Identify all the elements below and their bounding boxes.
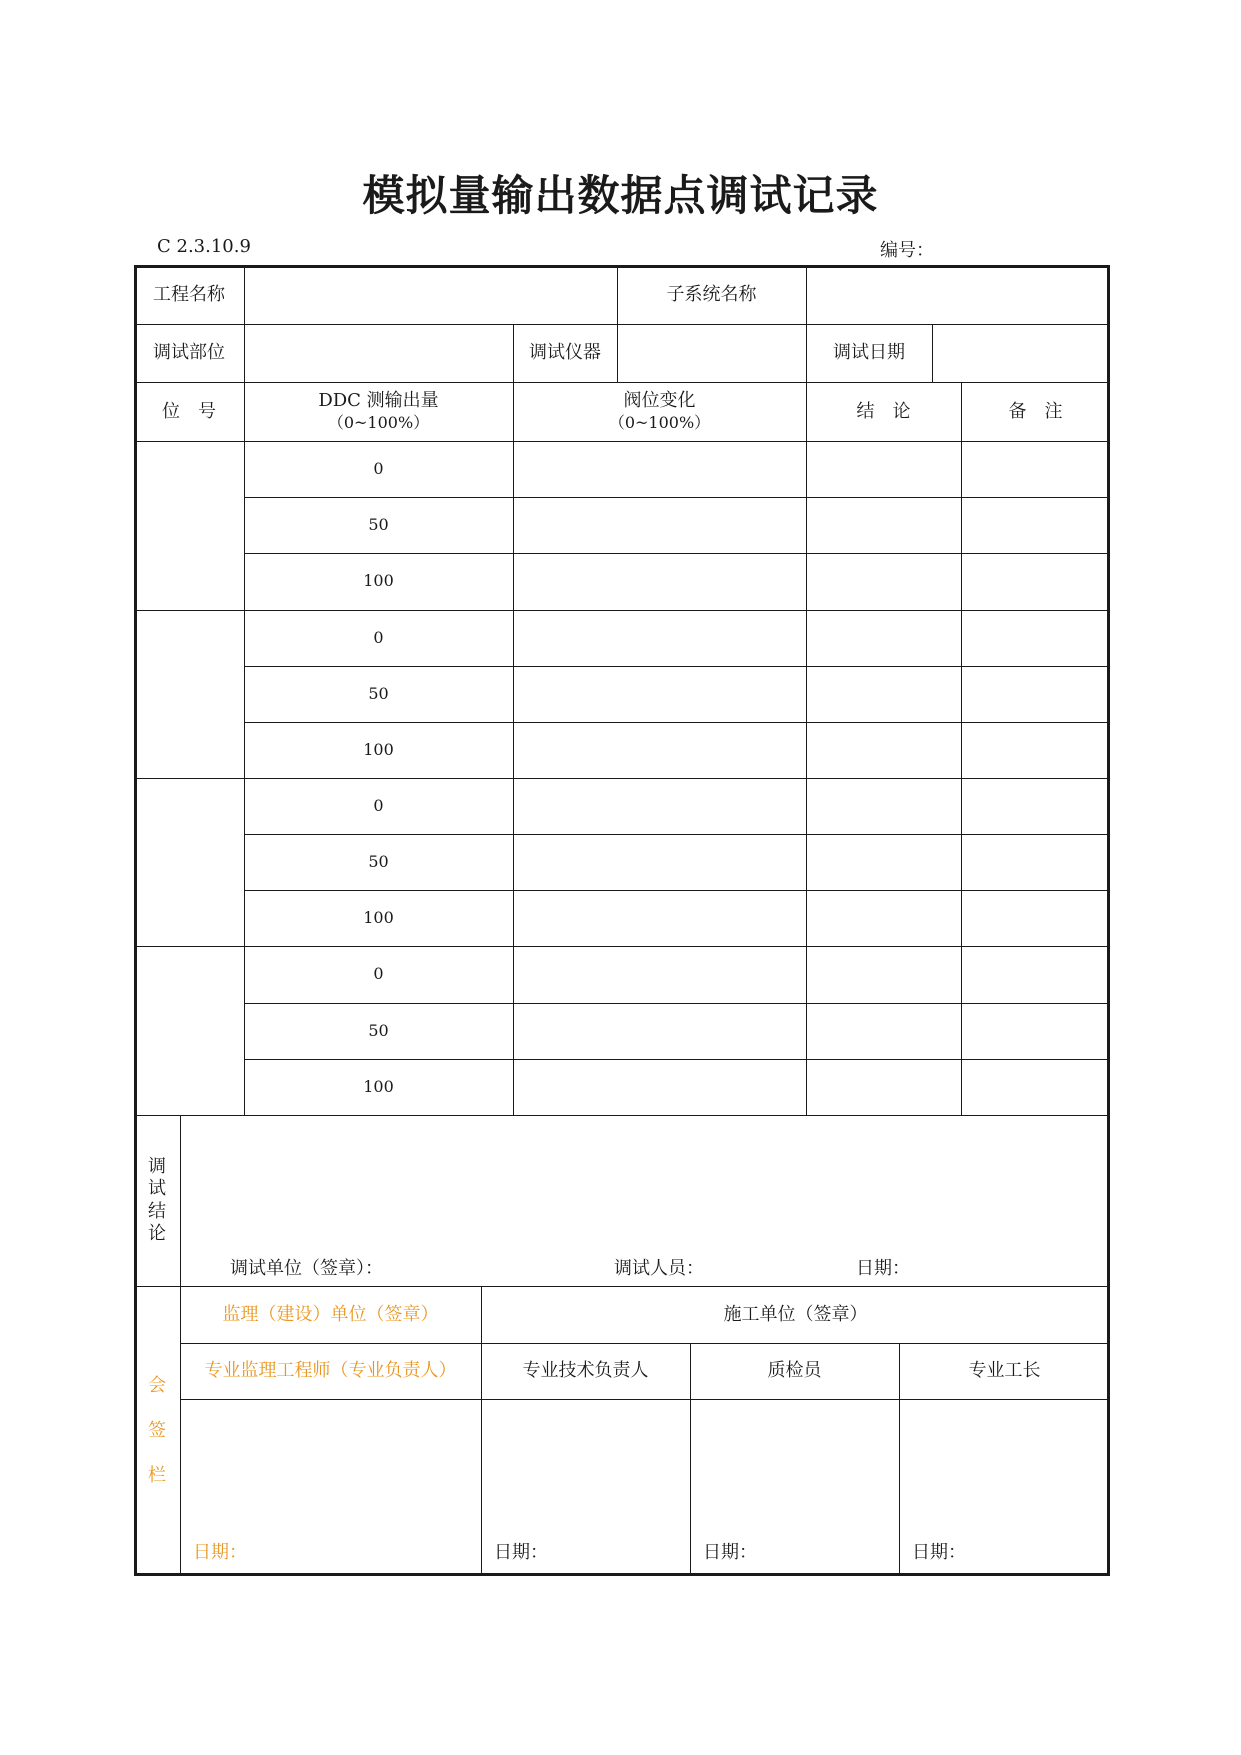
test-date-sign-label: 日期： <box>856 1258 910 1279</box>
supervision-engineer-label: 专业监理工程师（专业负责人） <box>204 1360 457 1382</box>
foreman-date-label: 日期： <box>912 1542 966 1563</box>
test-position-label: 调试部位 <box>153 342 225 364</box>
ddc-output-range: （0~100%） <box>327 412 430 432</box>
test-conclusion-label-text: 调 试 结 论 <box>148 1155 166 1244</box>
valve-change-header <box>513 382 806 441</box>
ddc-value-cell: 50 <box>368 683 389 703</box>
col-divider <box>617 324 618 382</box>
remark-header: 备 注 <box>1008 400 1063 422</box>
construction-unit-label: 施工单位（签章） <box>723 1303 868 1325</box>
row-divider <box>134 1115 1110 1116</box>
countersign-label <box>134 1286 180 1576</box>
test-instrument-label: 调试仪器 <box>529 342 601 364</box>
ddc-value-cell: 100 <box>363 739 394 759</box>
col-divider <box>806 382 807 1115</box>
ddc-value-cell: 0 <box>373 627 384 647</box>
ddc-value-cell: 0 <box>373 795 384 815</box>
point-number-header: 位 号 <box>162 400 216 422</box>
page-title: 模拟量输出数据点调试记录 <box>362 171 879 220</box>
serial-number-label: 编号： <box>880 240 934 261</box>
test-date-label: 调试日期 <box>833 342 905 364</box>
col-divider <box>961 382 962 1115</box>
ddc-value-cell: 50 <box>368 851 389 871</box>
form-code: C 2.3.10.9 <box>157 236 251 257</box>
conclusion-header: 结 论 <box>856 400 911 422</box>
ddc-value-cell: 50 <box>368 514 389 534</box>
inspector-label: 质检员 <box>767 1360 822 1382</box>
ddc-value-cell: 100 <box>363 1076 394 1096</box>
project-name-label: 工程名称 <box>153 283 225 305</box>
row-divider <box>180 1399 1110 1400</box>
ddc-value-cell: 50 <box>368 1020 389 1040</box>
ddc-value-cell: 100 <box>363 907 394 927</box>
inspector-date-label: 日期： <box>703 1542 757 1563</box>
subsystem-name-label: 子系统名称 <box>666 283 757 305</box>
ddc-output-title: DDC 测输出量 <box>318 390 439 412</box>
supervision-unit-label: 监理（建设）单位（签章） <box>222 1303 439 1325</box>
ddc-output-header <box>244 382 513 441</box>
col-divider <box>513 324 514 1115</box>
foreman-label: 专业工长 <box>968 1360 1041 1382</box>
row-divider <box>134 324 1110 325</box>
ddc-value-cell: 0 <box>373 964 384 984</box>
test-unit-sign-label: 调试单位（签章）： <box>230 1258 383 1279</box>
supervision-date-label: 日期： <box>193 1542 247 1563</box>
valve-change-range: （0~100%） <box>608 412 711 432</box>
tech-lead-date-label: 日期： <box>494 1542 548 1563</box>
ddc-value-cell: 0 <box>373 458 384 478</box>
ddc-value-cell: 100 <box>363 571 394 591</box>
test-conclusion-label <box>134 1115 180 1286</box>
tech-lead-label: 专业技术负责人 <box>522 1360 649 1382</box>
test-staff-label: 调试人员： <box>614 1258 704 1279</box>
countersign-label-text: 会 签 栏 <box>148 1374 166 1486</box>
col-divider <box>932 324 933 382</box>
valve-change-title: 阀位变化 <box>623 390 696 412</box>
